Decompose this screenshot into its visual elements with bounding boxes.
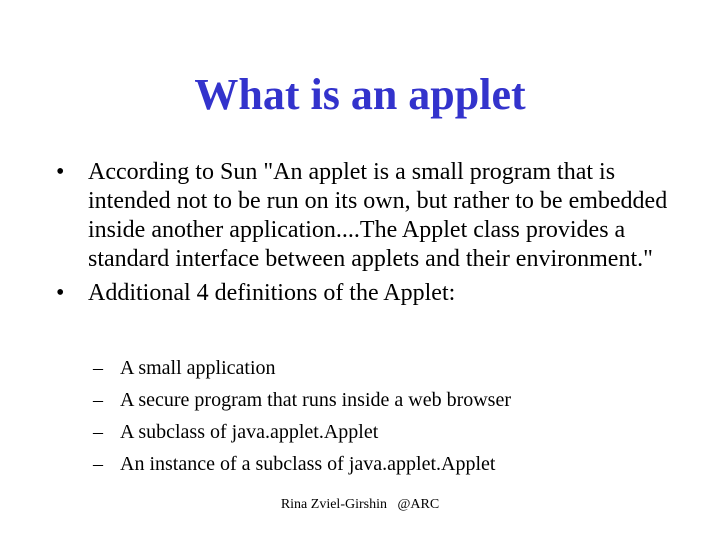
sub-bullet-text: A small application: [120, 357, 276, 379]
bullet-list: [56, 158, 676, 313]
sub-bullet-text: A subclass of java.applet.Applet: [120, 421, 379, 443]
slide-footer: Rina Zviel-Girshin @ARC: [280, 497, 440, 512]
dash-marker: –: [93, 389, 103, 411]
sub-bullet-list: [93, 352, 653, 480]
sub-bullet-text: A secure program that runs inside a web browser: [120, 389, 511, 411]
sub-bullet-item: [93, 352, 653, 384]
bullet-marker: •: [56, 159, 65, 185]
bullet-item: [56, 279, 676, 308]
bullet-text: Additional 4 definitions of the Applet:: [88, 280, 456, 306]
bullet-text: According to Sun "An applet is a small program that is intended not to be run on its own, but rather to be embedded inside another application....The Applet class provides a standard interface between applets and their environment.": [88, 159, 668, 272]
bullet-marker: •: [56, 280, 65, 306]
slide-title: What is an applet: [194, 70, 526, 119]
dash-marker: –: [93, 357, 103, 379]
sub-bullet-text: An instance of a subclass of java.applet.Applet: [120, 453, 496, 475]
sub-bullet-item: [93, 416, 653, 448]
dash-marker: –: [93, 421, 103, 443]
dash-marker: –: [93, 453, 103, 475]
sub-bullet-item: [93, 384, 653, 416]
bullet-item: [56, 158, 676, 274]
sub-bullet-item: [93, 448, 653, 480]
